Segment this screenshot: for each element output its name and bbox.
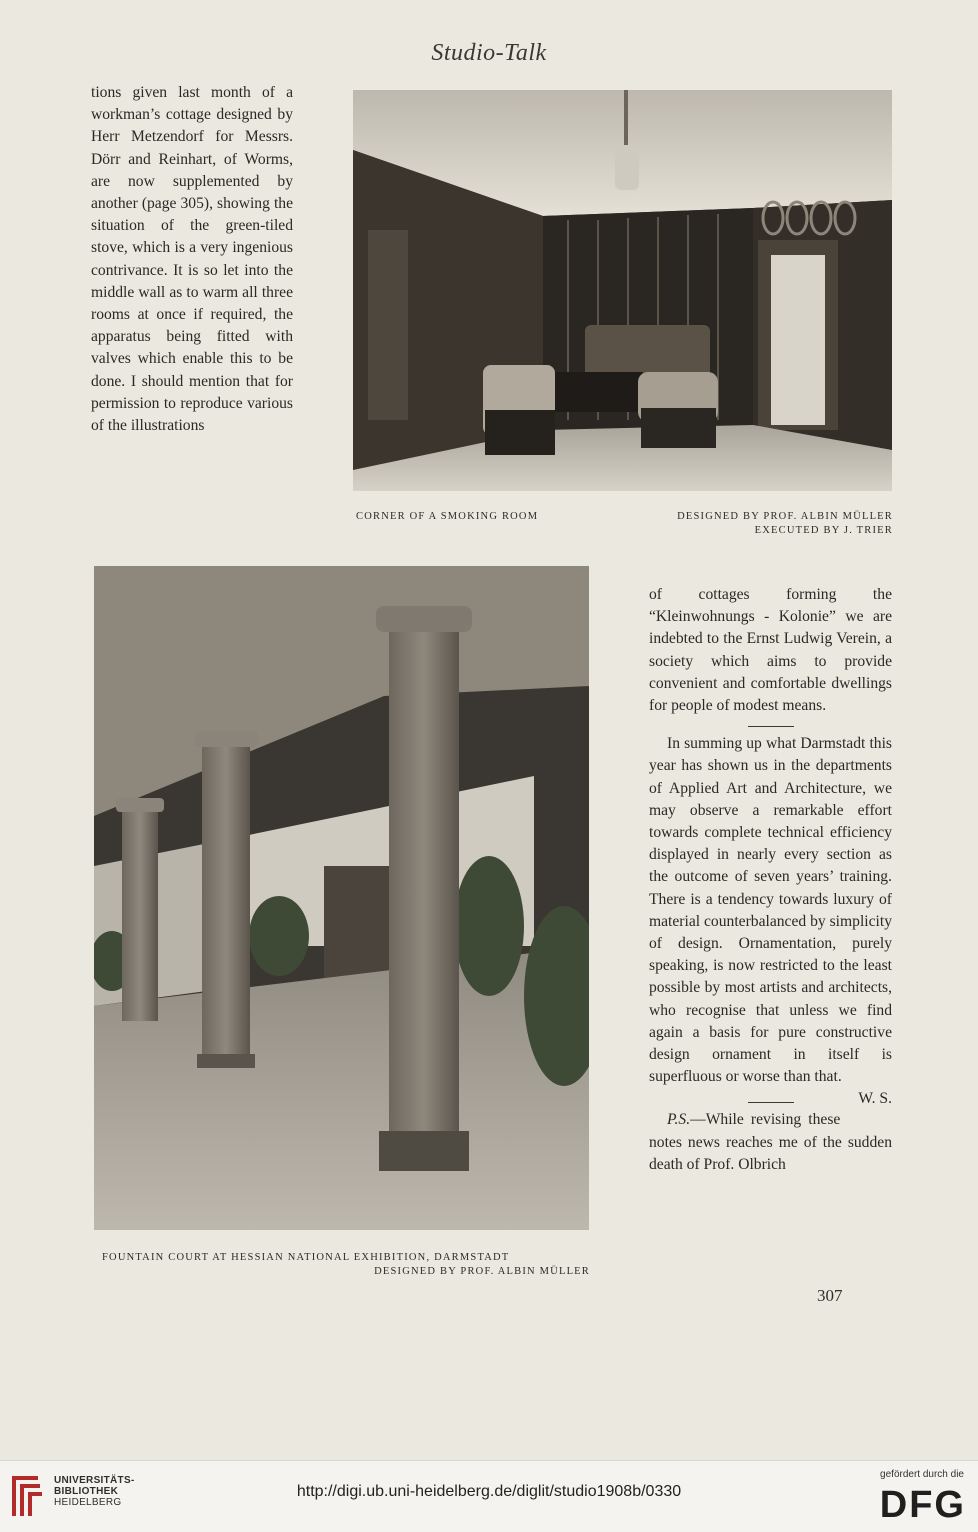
left-text-column — [91, 82, 293, 437]
section-rule-2 — [748, 1102, 794, 1103]
right-paragraph-1: of cottages forming the “Kleinwohnungs - Kolonie” we are indebted to the Ernst Ludwig Verein, a society which aims to provide convenient and comfortable dwellings for people of modest means. — [649, 586, 892, 715]
right-paragraph-2 — [649, 733, 892, 1108]
page-number: 307 — [817, 1286, 843, 1305]
dfg-logo: DFG — [879, 1484, 966, 1526]
left-paragraph: tions given last month of a workman’s cottage designed by Herr Metzendorf for Messrs. Dörr and Reinhart, of Worms, are now supplemented by another (page 305), showing the situation of the green-tiled stove, which is a very ingenious contrivance. It is so let into the middle wall as to warm all three rooms at once if required, the apparatus being fitted with valves which enable this to be done. I should mention that for permission to reproduce various of the illustrations — [91, 84, 293, 435]
right-text-column — [649, 584, 892, 1176]
funded-by-label: gefördert durch die — [880, 1469, 964, 1480]
library-line-1: UNIVERSITÄTS- — [54, 1475, 135, 1486]
fountain-court-photo — [94, 566, 589, 1230]
fountain-court-caption — [102, 1251, 590, 1279]
fountain-court-title: FOUNTAIN COURT AT HESSIAN NATIONAL EXHIBITION, DARMSTADT — [102, 1252, 510, 1263]
smoking-room-illustration — [353, 90, 892, 491]
library-line-2: BIBLIOTHEK — [54, 1486, 119, 1497]
library-line-3: HEIDELBERG — [54, 1497, 122, 1508]
smoking-room-photo — [353, 90, 892, 491]
postscript-text: —While revising these notes news reaches me of the sudden death of Prof. Olbrich — [649, 1111, 892, 1173]
fountain-court-designer: DESIGNED BY PROF. ALBIN MÜLLER — [374, 1266, 590, 1277]
executor-credit: EXECUTED BY J. TRIER — [754, 525, 893, 536]
running-head: Studio-Talk — [431, 40, 547, 66]
designer-credit: DESIGNED BY PROF. ALBIN MÜLLER — [677, 511, 893, 522]
smoking-room-caption: CORNER OF A SMOKING ROOM — [356, 511, 539, 522]
right-paragraph-3 — [649, 1109, 892, 1176]
postscript-lead: P.S. — [667, 1111, 691, 1129]
section-rule — [748, 726, 794, 727]
fountain-court-illustration — [94, 566, 589, 1230]
digitization-footer — [0, 1460, 978, 1532]
smoking-room-credits — [625, 510, 893, 538]
paragraph-2-text: In summing up what Darmstadt this year has shown us in the departments of Applied Art and Architecture, we may observe a remarkable effort towards complete technical efficiency displayed in nearly every section as the outcome of seven years’ training. There is a tendency towards luxury of material counterbalanced by simplicity of design. Ornamentation, purely speaking, is now restricted to the least possible by most artists and architects, who recognise that unless we find again a basis for pure constructive design ornament in itself is superfluous or worse than that. — [649, 735, 892, 1086]
source-url-link[interactable]: http://digi.ub.uni-heidelberg.de/diglit/studio1908b/0330 — [296, 1483, 682, 1500]
signature: W. S. — [858, 1090, 892, 1108]
